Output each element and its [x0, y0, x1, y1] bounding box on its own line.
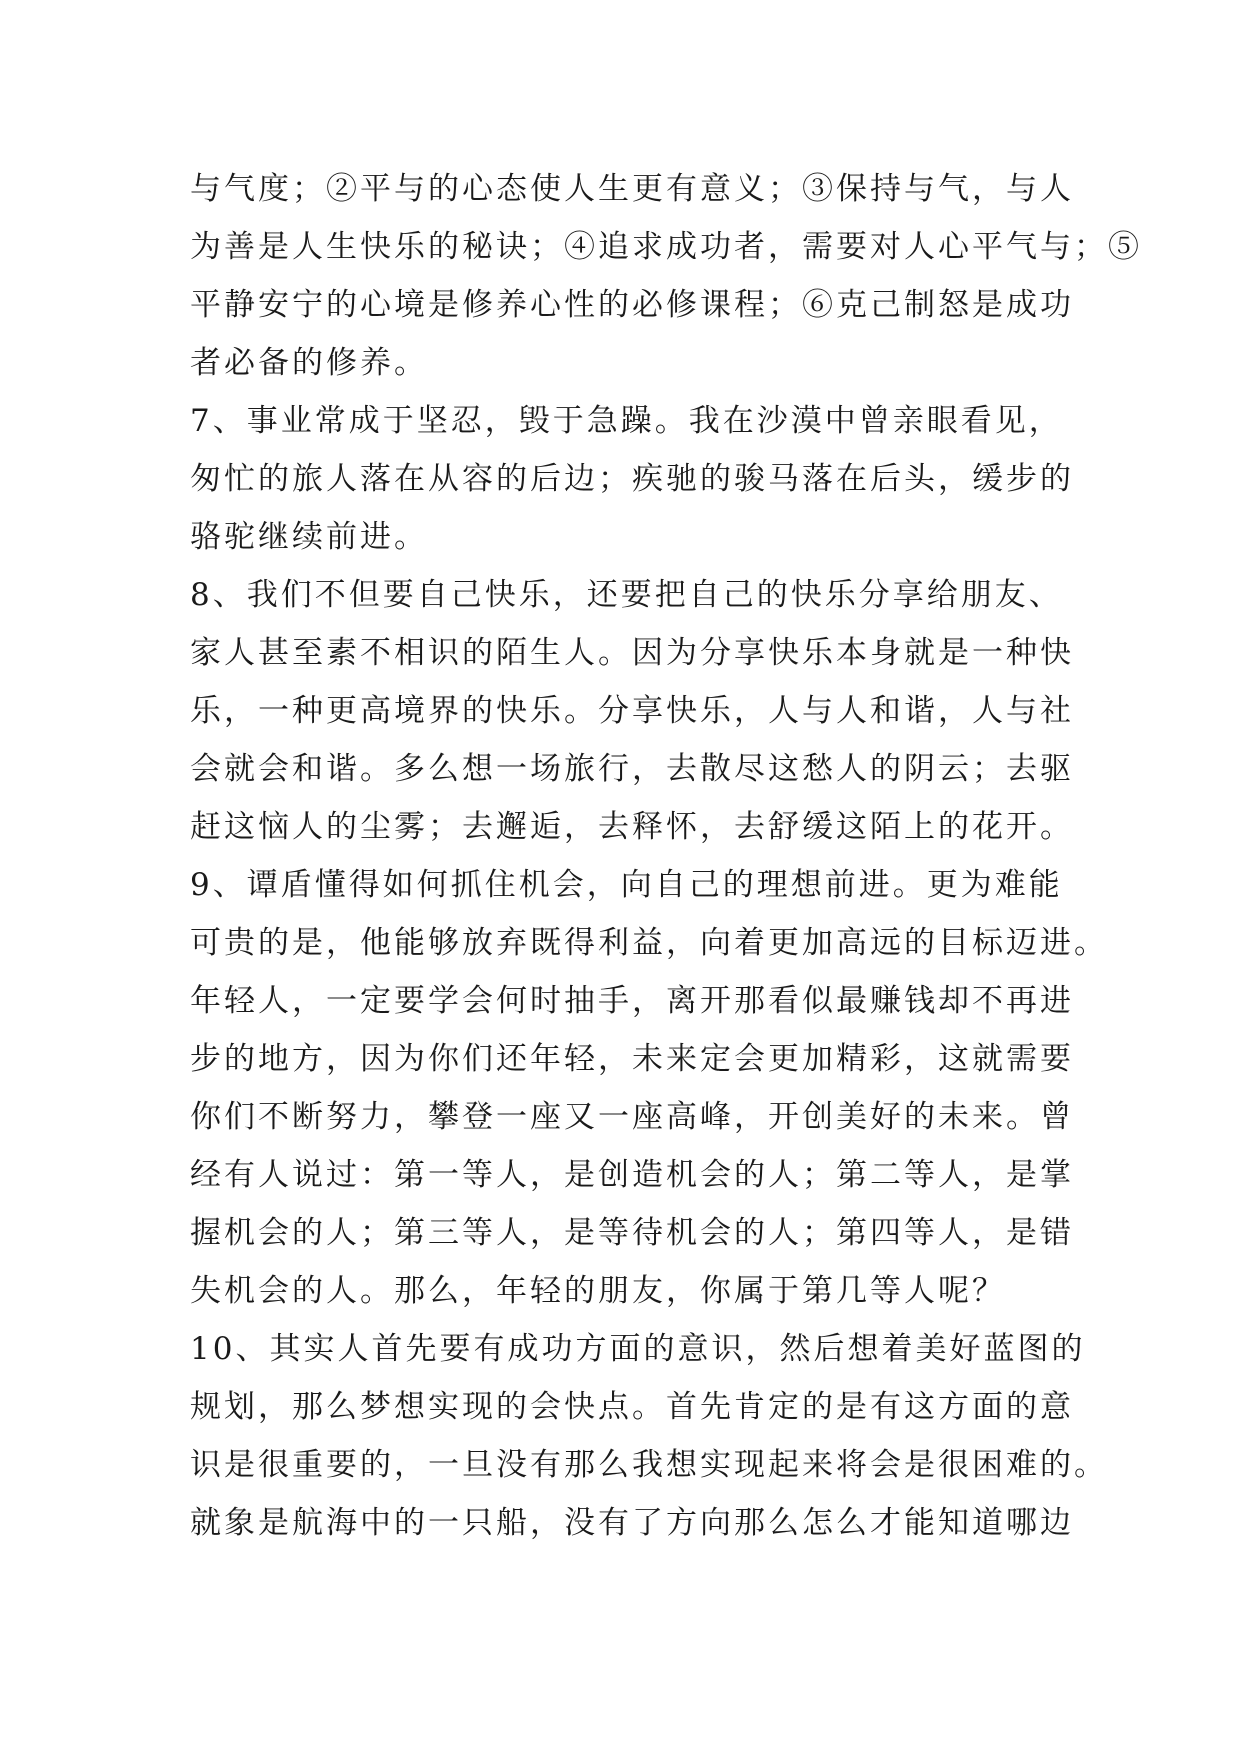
text-line: 与气度；②平与的心态使人生更有意义；③保持与气，与人 [190, 171, 1074, 207]
text-line: 匆忙的旅人落在从容的后边；疾驰的骏马落在后头，缓步的 [190, 461, 1074, 497]
text-line: 赶这恼人的尘雾；去邂逅，去释怀，去舒缓这陌上的花开。 [190, 809, 1074, 845]
text-line: 7、事业常成于坚忍，毁于急躁。我在沙漠中曾亲眼看见， [190, 403, 1063, 439]
text-line: 握机会的人；第三等人，是等待机会的人；第四等人，是错 [190, 1215, 1074, 1251]
text-line: 者必备的修养。 [190, 345, 428, 381]
text-line: 就象是航海中的一只船，没有了方向那么怎么才能知道哪边 [190, 1505, 1074, 1541]
text-line: 会就会和谐。多么想一场旅行，去散尽这愁人的阴云；去驱 [190, 751, 1074, 787]
text-line: 8、我们不但要自己快乐，还要把自己的快乐分享给朋友、 [190, 577, 1063, 613]
text-line: 失机会的人。那么，年轻的朋友，你属于第几等人呢？ [190, 1273, 1006, 1309]
text-line: 你们不断努力，攀登一座又一座高峰，开创美好的未来。曾 [190, 1099, 1074, 1135]
text-line: 经有人说过：第一等人，是创造机会的人；第二等人，是掌 [190, 1157, 1074, 1193]
text-line: 骆驼继续前进。 [190, 519, 428, 555]
text-line: 年轻人，一定要学会何时抽手，离开那看似最赚钱却不再进 [190, 983, 1074, 1019]
text-line: 为善是人生快乐的秘诀；④追求成功者，需要对人心平气与；⑤ [190, 229, 1142, 265]
body-text [190, 160, 1142, 1552]
text-line: 识是很重要的，一旦没有那么我想实现起来将会是很困难的。 [190, 1447, 1108, 1483]
text-line: 平静安宁的心境是修养心性的必修课程；⑥克己制怒是成功 [190, 287, 1074, 323]
text-line: 家人甚至素不相识的陌生人。因为分享快乐本身就是一种快 [190, 635, 1074, 671]
text-line: 10、其实人首先要有成功方面的意识，然后想着美好蓝图的 [190, 1331, 1086, 1367]
text-line: 规划，那么梦想实现的会快点。首先肯定的是有这方面的意 [190, 1389, 1074, 1425]
text-line: 9、谭盾懂得如何抓住机会，向自己的理想前进。更为难能 [190, 867, 1063, 903]
text-line: 步的地方，因为你们还年轻，未来定会更加精彩，这就需要 [190, 1041, 1074, 1077]
text-line: 可贵的是，他能够放弃既得利益，向着更加高远的目标迈进。 [190, 925, 1108, 961]
text-line: 乐，一种更高境界的快乐。分享快乐，人与人和谐，人与社 [190, 693, 1074, 729]
